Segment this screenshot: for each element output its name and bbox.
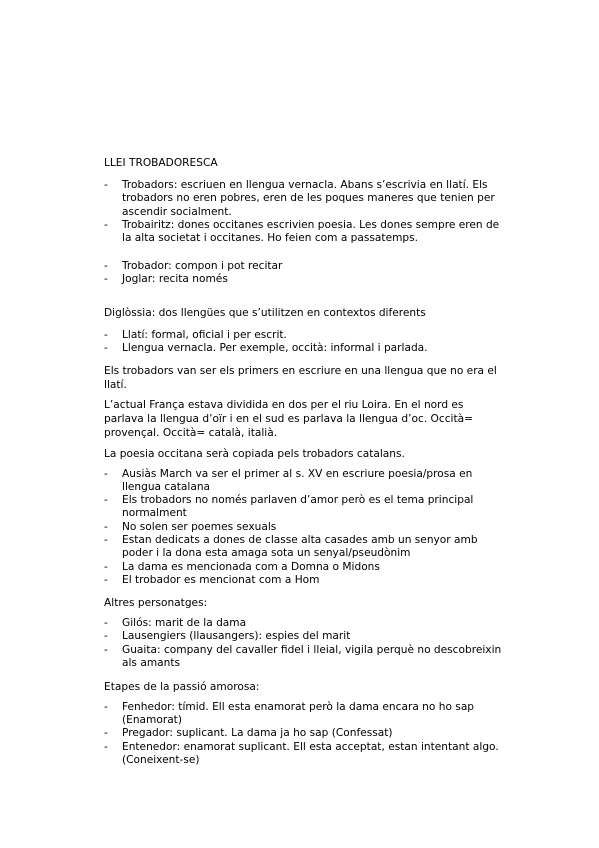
list-item-text: El trobador es mencionat com a Hom [122, 574, 320, 586]
list-item-text: La dama es mencionada com a Domna o Midons [122, 561, 380, 573]
etapes-heading: Etapes de la passió amorosa: [104, 681, 260, 693]
list-item-text: Entenedor: enamorat suplicant. Ell esta acceptat, estan intentant algo. (Coneixent-se) [122, 741, 499, 767]
list-item-text: Guaita: company del cavaller fidel i lleial, vigila perquè no descobreixin als amants [122, 644, 502, 670]
bullet-dash: - [104, 630, 108, 642]
bullet-dash: - [104, 644, 108, 656]
document-title: LLEI TROBADORESCA [104, 157, 218, 169]
bullet-dash: - [104, 617, 108, 629]
bullet-dash: - [104, 468, 108, 480]
list-item-text: Gilós: marit de la dama [122, 617, 247, 629]
bullet-dash: - [104, 329, 108, 341]
bullet-dash: - [104, 727, 108, 739]
list-item-text: Joglar: recita només [122, 273, 228, 285]
bullet-dash: - [104, 701, 108, 713]
paragraph: Els trobadors van ser els primers en escriure en una llengua que no era el llatí. [104, 365, 497, 391]
bullet-dash: - [104, 260, 108, 272]
paragraph: La poesia occitana serà copiada pels trobadors catalans. [104, 448, 405, 460]
bullet-dash: - [104, 494, 108, 506]
paragraph: L’actual França estava dividida en dos per el riu Loira. En el nord es parlava la llengua d’oïr i en el sud es parlava la llengua d’oc. Occità= provençal. Occità= català, italià. [104, 399, 474, 439]
list-item-text: Els trobadors no només parlaven d’amor però es el tema principal normalment [122, 494, 474, 520]
bullet-dash: - [104, 561, 108, 573]
list-item-text: Trobairitz: dones occitanes escrivien poesia. Les dones sempre eren de la alta societat i occitanes. Ho feien com a passatemps. [122, 219, 500, 245]
bullet-dash: - [104, 741, 108, 753]
bullet-dash: - [104, 342, 108, 354]
list-item-text: Lausengiers (llausangers): espies del marit [122, 630, 351, 642]
list-item-text: Estan dedicats a dones de classe alta casades amb un senyor amb poder i la dona esta amaga sota un senyal/pseudònim [122, 534, 478, 560]
bullet-dash: - [104, 179, 108, 191]
bullet-dash: - [104, 534, 108, 546]
list-item-text: Ausiàs March va ser el primer al s. XV en escriure poesia/prosa en llengua catalana [122, 468, 473, 494]
bullet-dash: - [104, 219, 108, 231]
bullet-dash: - [104, 574, 108, 586]
diglossia-heading: Diglòssia: dos llengües que s’utilitzen en contextos diferents [104, 307, 426, 319]
bullet-dash: - [104, 521, 108, 533]
altres-heading: Altres personatges: [104, 597, 208, 609]
list-item-text: Trobadors: escriuen en llengua vernacla. Abans s’escrivia en llatí. Els trobadors no eren pobres, eren de les poques maneres que tenien per ascendir socialment. [122, 179, 495, 218]
bullet-dash: - [104, 273, 108, 285]
list-item-text: Llatí: formal, oficial i per escrit. [122, 329, 287, 341]
list-item-text: Fenhedor: tímid. Ell esta enamorat però la dama encara no ho sap (Enamorat) [122, 701, 475, 727]
list-item-text: Llengua vernacla. Per exemple, occità: informal i parlada. [122, 342, 428, 354]
list-item-text: No solen ser poemes sexuals [122, 521, 277, 533]
list-item-text: Trobador: compon i pot recitar [122, 260, 283, 272]
list-item-text: Pregador: suplicant. La dama ja ho sap (Confessat) [122, 727, 393, 739]
